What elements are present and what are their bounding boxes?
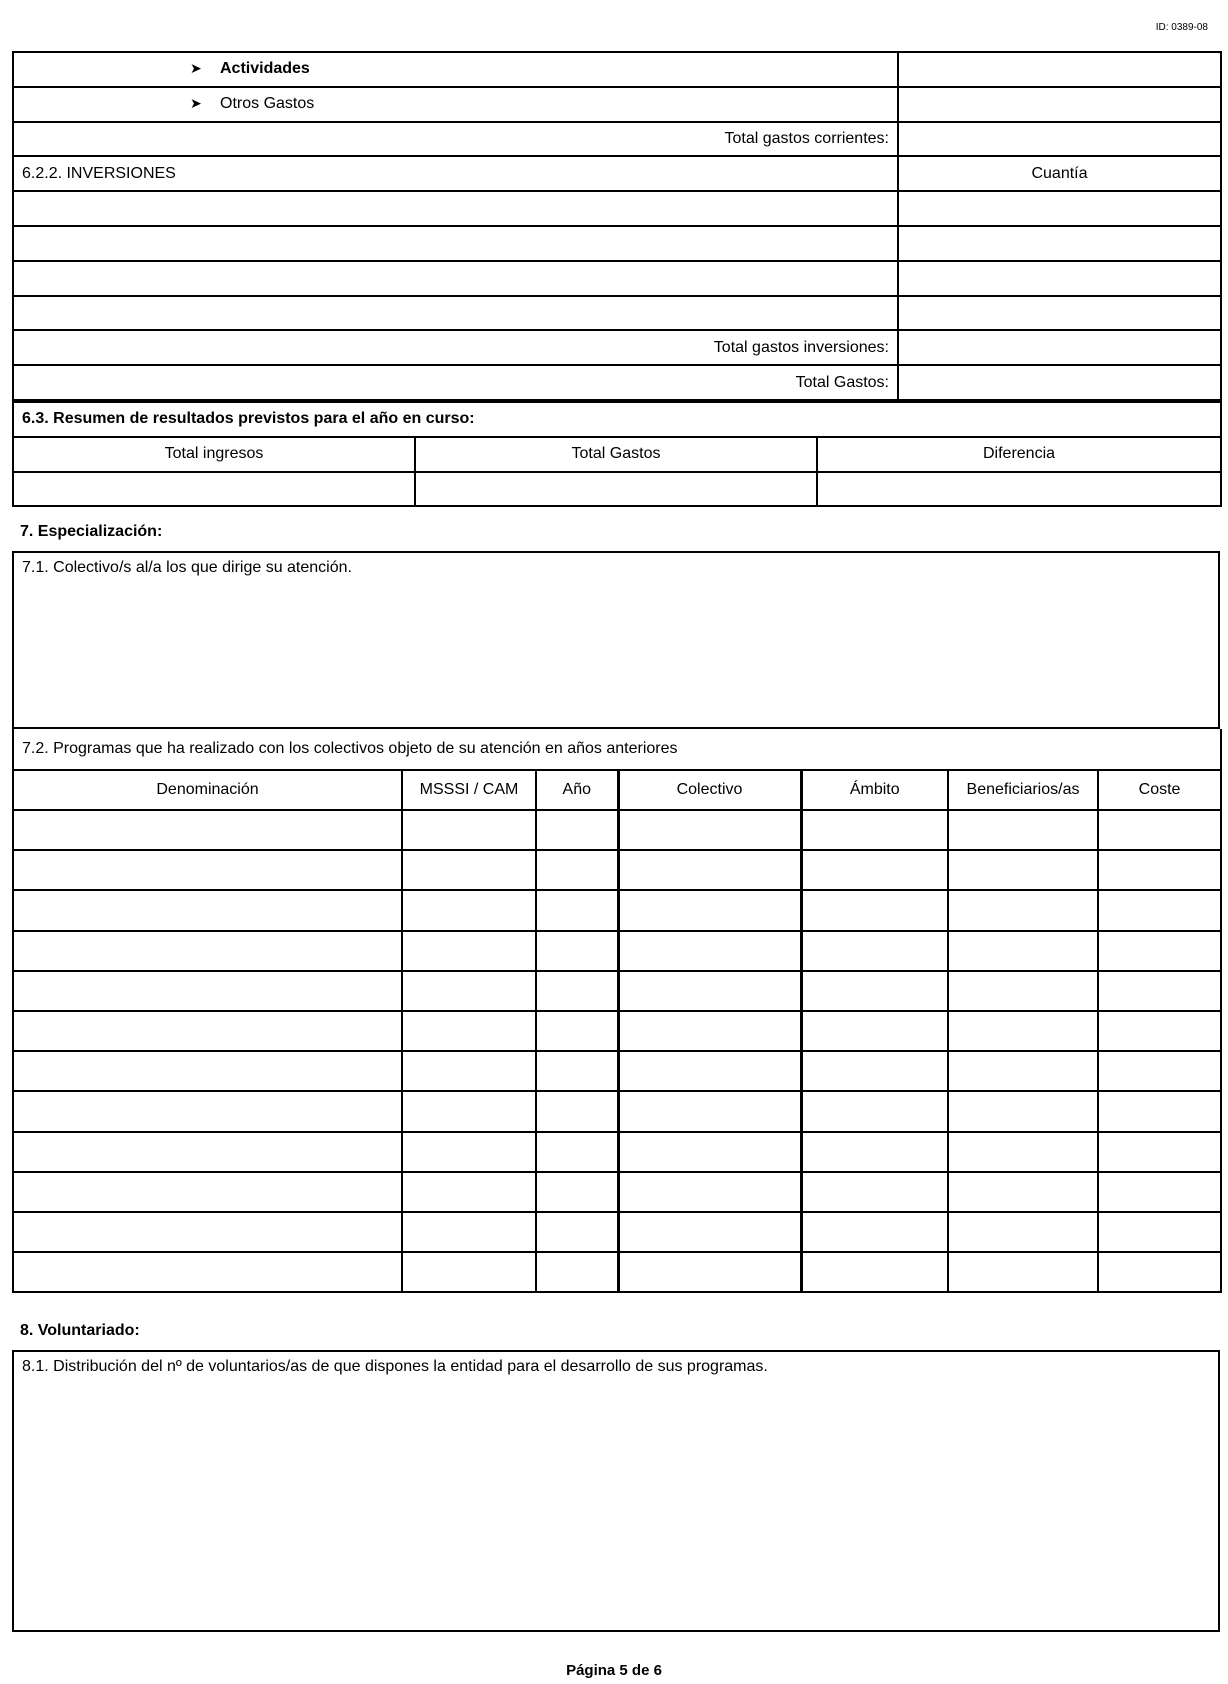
ano-field[interactable] [536, 850, 618, 890]
colectivo-field[interactable] [618, 850, 801, 890]
colectivo-field[interactable] [618, 890, 801, 930]
page-number: Página 5 de 6 [566, 1662, 662, 1679]
coste-field[interactable] [1098, 1132, 1221, 1172]
budget-row-total-inversiones [13, 330, 1221, 365]
msssi-cam-field[interactable] [402, 1132, 536, 1172]
inversion-row [13, 226, 1221, 261]
program-row [13, 1172, 1221, 1212]
coste-field[interactable] [1098, 1252, 1221, 1292]
budget-row-otros-gastos [13, 87, 1221, 122]
inversion-row [13, 261, 1221, 296]
coste-field[interactable] [1098, 810, 1221, 850]
ambito-field[interactable] [801, 1091, 948, 1131]
ano-field[interactable] [536, 1132, 618, 1172]
beneficiarios-field[interactable] [948, 971, 1098, 1011]
ano-field[interactable] [536, 810, 618, 850]
section-8-title: 8. Voluntariado: [20, 1322, 140, 1339]
box-7-1[interactable] [12, 551, 1220, 729]
total-gastos-inversiones-label: Total gastos inversiones: [13, 330, 898, 365]
denominacion-field[interactable] [13, 810, 402, 850]
ambito-field[interactable] [801, 1212, 948, 1252]
ano-field[interactable] [536, 890, 618, 930]
colectivo-field[interactable] [618, 1172, 801, 1212]
ambito-field[interactable] [801, 890, 948, 930]
beneficiarios-field[interactable] [948, 1132, 1098, 1172]
denominacion-field[interactable] [13, 1252, 402, 1292]
program-row [13, 971, 1221, 1011]
colectivo-field[interactable] [618, 1132, 801, 1172]
programs-caption-row [13, 729, 1221, 770]
msssi-cam-field[interactable] [402, 971, 536, 1011]
coste-field[interactable] [1098, 931, 1221, 971]
arrow-bullet-icon: ➤ [190, 60, 202, 77]
inversion-concept-field[interactable] [13, 191, 898, 226]
ambito-field[interactable] [801, 1051, 948, 1091]
total-gastos-corrientes-field[interactable] [898, 122, 1221, 157]
ambito-field[interactable] [801, 1172, 948, 1212]
program-row [13, 1212, 1221, 1252]
beneficiarios-field[interactable] [948, 890, 1098, 930]
otros-gastos-amount-field[interactable] [898, 87, 1221, 122]
budget-row-total-gastos [13, 365, 1221, 400]
program-row [13, 810, 1221, 850]
ambito-field[interactable] [801, 850, 948, 890]
coste-field[interactable] [1098, 1172, 1221, 1212]
ambito-field[interactable] [801, 931, 948, 971]
beneficiarios-field[interactable] [948, 810, 1098, 850]
beneficiarios-field[interactable] [948, 931, 1098, 971]
inversion-concept-field[interactable] [13, 261, 898, 296]
msssi-cam-field[interactable] [402, 1252, 536, 1292]
budget-item-otros-gastos: ➤ Otros Gastos [13, 87, 898, 122]
beneficiarios-field[interactable] [948, 1091, 1098, 1131]
actividades-amount-field[interactable] [898, 52, 1221, 87]
program-row [13, 1051, 1221, 1091]
ambito-field[interactable] [801, 1132, 948, 1172]
inversion-concept-field[interactable] [13, 226, 898, 261]
msssi-cam-field[interactable] [402, 810, 536, 850]
program-row [13, 1132, 1221, 1172]
msssi-cam-field[interactable] [402, 1051, 536, 1091]
diferencia-field[interactable] [817, 472, 1221, 507]
program-row [13, 1011, 1221, 1051]
msssi-cam-field[interactable] [402, 850, 536, 890]
arrow-bullet-icon: ➤ [190, 95, 202, 112]
coste-field[interactable] [1098, 890, 1221, 930]
section-7-title: 7. Especialización: [20, 523, 163, 540]
colectivo-field[interactable] [618, 931, 801, 971]
box-8-1[interactable] [12, 1350, 1220, 1632]
colectivo-field[interactable] [618, 1091, 801, 1131]
summary-header-row [13, 437, 1221, 472]
col-beneficiarios: Beneficiarios/as [948, 770, 1098, 810]
beneficiarios-field[interactable] [948, 1051, 1098, 1091]
msssi-cam-field[interactable] [402, 890, 536, 930]
box-8-1-label: 8.1. Distribución del nº de voluntarios/as de que dispones la entidad para el desarrollo de sus programas. [22, 1358, 768, 1375]
total-gastos-summary-field[interactable] [415, 472, 817, 507]
total-ingresos-field[interactable] [13, 472, 415, 507]
cuantia-header: Cuantía [898, 156, 1221, 191]
msssi-cam-field[interactable] [402, 1212, 536, 1252]
ano-field[interactable] [536, 1252, 618, 1292]
inversiones-title: 6.2.2. INVERSIONES [13, 156, 898, 191]
total-gastos-header: Total Gastos [415, 437, 817, 472]
ambito-field[interactable] [801, 971, 948, 1011]
beneficiarios-field[interactable] [948, 1011, 1098, 1051]
col-denominacion: Denominación [13, 770, 402, 810]
beneficiarios-field[interactable] [948, 850, 1098, 890]
total-gastos-field[interactable] [898, 365, 1221, 400]
inversion-row [13, 191, 1221, 226]
ano-field[interactable] [536, 1051, 618, 1091]
summary-title: 6.3. Resumen de resultados previstos para el año en curso: [13, 402, 1221, 437]
inversion-amount-field[interactable] [898, 296, 1221, 331]
denominacion-field[interactable] [13, 1132, 402, 1172]
colectivo-field[interactable] [618, 971, 801, 1011]
inversion-amount-field[interactable] [898, 191, 1221, 226]
ambito-field[interactable] [801, 1011, 948, 1051]
summary-table [12, 401, 1220, 507]
ano-field[interactable] [536, 1172, 618, 1212]
coste-field[interactable] [1098, 971, 1221, 1011]
denominacion-field[interactable] [13, 971, 402, 1011]
denominacion-field[interactable] [13, 1091, 402, 1131]
program-row [13, 850, 1221, 890]
program-row [13, 1091, 1221, 1131]
coste-field[interactable] [1098, 1212, 1221, 1252]
ano-field[interactable] [536, 1091, 618, 1131]
box-7-2-label: 7.2. Programas que ha realizado con los colectivos objeto de su atención en años anteriores [13, 729, 1221, 770]
denominacion-field[interactable] [13, 890, 402, 930]
colectivo-field[interactable] [618, 810, 801, 850]
inversion-amount-field[interactable] [898, 261, 1221, 296]
diferencia-header: Diferencia [817, 437, 1221, 472]
col-msssi-cam: MSSSI / CAM [402, 770, 536, 810]
ambito-field[interactable] [801, 810, 948, 850]
denominacion-field[interactable] [13, 1212, 402, 1252]
denominacion-field[interactable] [13, 1011, 402, 1051]
programs-table [12, 729, 1220, 1293]
total-gastos-corrientes-label: Total gastos corrientes: [13, 122, 898, 157]
msssi-cam-field[interactable] [402, 1091, 536, 1131]
denominacion-field[interactable] [13, 1051, 402, 1091]
document-id: ID: 0389-08 [1155, 22, 1208, 33]
total-gastos-label: Total Gastos: [13, 365, 898, 400]
budget-table [12, 51, 1220, 401]
inversion-row [13, 296, 1221, 331]
summary-values-row [13, 472, 1221, 507]
col-ambito: Ámbito [801, 770, 948, 810]
col-coste: Coste [1098, 770, 1221, 810]
denominacion-field[interactable] [13, 1172, 402, 1212]
ano-field[interactable] [536, 1011, 618, 1051]
program-row [13, 890, 1221, 930]
programs-body [13, 810, 1221, 1292]
coste-field[interactable] [1098, 1091, 1221, 1131]
budget-row-actividades [13, 52, 1221, 87]
budget-item-actividades: ➤ Actividades [13, 52, 898, 87]
beneficiarios-field[interactable] [948, 1172, 1098, 1212]
inversiones-header-row [13, 156, 1221, 191]
beneficiarios-field[interactable] [948, 1212, 1098, 1252]
msssi-cam-field[interactable] [402, 931, 536, 971]
colectivo-field[interactable] [618, 1051, 801, 1091]
ano-field[interactable] [536, 931, 618, 971]
colectivo-field[interactable] [618, 1212, 801, 1252]
ano-field[interactable] [536, 1212, 618, 1252]
msssi-cam-field[interactable] [402, 1172, 536, 1212]
total-gastos-inversiones-field[interactable] [898, 330, 1221, 365]
coste-field[interactable] [1098, 1051, 1221, 1091]
msssi-cam-field[interactable] [402, 1011, 536, 1051]
ano-field[interactable] [536, 971, 618, 1011]
summary-title-row [13, 402, 1221, 437]
coste-field[interactable] [1098, 850, 1221, 890]
inversion-concept-field[interactable] [13, 296, 898, 331]
denominacion-field[interactable] [13, 931, 402, 971]
colectivo-field[interactable] [618, 1252, 801, 1292]
ambito-field[interactable] [801, 1252, 948, 1292]
program-row [13, 931, 1221, 971]
colectivo-field[interactable] [618, 1011, 801, 1051]
coste-field[interactable] [1098, 1011, 1221, 1051]
col-ano: Año [536, 770, 618, 810]
budget-row-total-corrientes [13, 122, 1221, 157]
col-colectivo: Colectivo [618, 770, 801, 810]
denominacion-field[interactable] [13, 850, 402, 890]
programs-header-row [13, 770, 1221, 810]
inversion-amount-field[interactable] [898, 226, 1221, 261]
total-ingresos-header: Total ingresos [13, 437, 415, 472]
box-7-1-label: 7.1. Colectivo/s al/a los que dirige su atención. [22, 559, 352, 576]
program-row [13, 1252, 1221, 1292]
beneficiarios-field[interactable] [948, 1252, 1098, 1292]
